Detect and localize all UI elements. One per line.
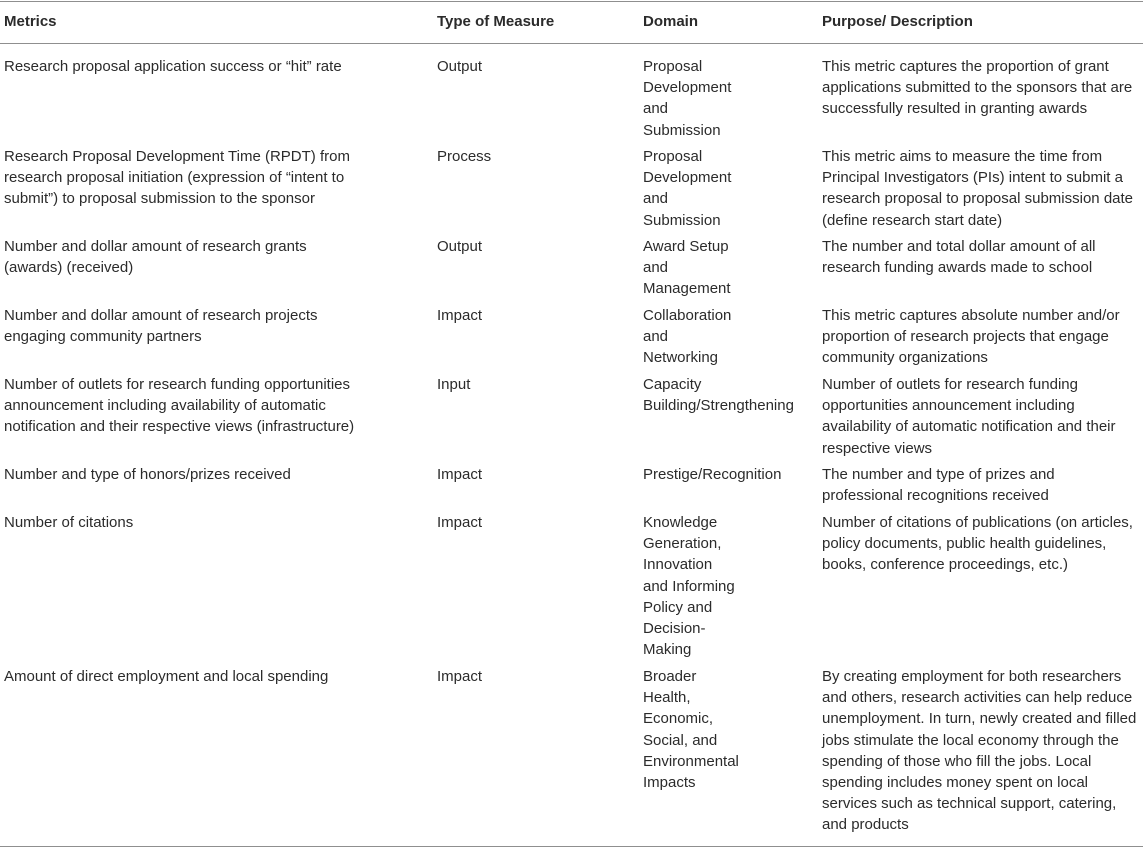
row-8-metric: Amount of direct employment and local spending bbox=[4, 668, 329, 685]
row-8-purpose: By creating employment for both researchers and others, research activities can help reduce unemployment. In turn, newly created and filled jobs stimulate the local economy through the spending of those who fill the jobs. Local spending includes money spent on local services such as technical support, catering, and products bbox=[822, 668, 1137, 834]
row-7-domain: Knowledge Generation, Innovation and Informing Policy and Decision- Making bbox=[643, 514, 735, 659]
row-4-type: Impact bbox=[437, 307, 483, 324]
header-rule bbox=[0, 43, 1143, 44]
row-6-metric: Number and type of honors/prizes received bbox=[4, 466, 291, 483]
row-2-metric: Research Proposal Development Time (RPDT) from research proposal initiation (expression of “intent to submit”) to proposal submission to the sponsor bbox=[4, 148, 350, 208]
row-1-domain: Proposal Development and Submission bbox=[643, 58, 732, 139]
row-5-metric: Number of outlets for research funding opportunities announcement including availability of automatic notification and their respective views (infrastructure) bbox=[4, 376, 355, 436]
row-6-type: Impact bbox=[437, 466, 483, 483]
row-2-domain: Proposal Development and Submission bbox=[643, 148, 732, 229]
row-2-type: Process bbox=[437, 148, 492, 165]
row-3-type: Output bbox=[437, 238, 483, 255]
row-3-metric: Number and dollar amount of research grants (awards) (received) bbox=[4, 238, 307, 277]
header-purpose-description: Purpose/ Description bbox=[822, 13, 973, 30]
row-8-type: Impact bbox=[437, 668, 483, 685]
row-4-domain: Collaboration and Networking bbox=[643, 307, 732, 367]
row-6-purpose: The number and type of prizes and professional recognitions received bbox=[822, 466, 1055, 505]
row-7-type: Impact bbox=[437, 514, 483, 531]
row-3-purpose: The number and total dollar amount of all research funding awards made to school bbox=[822, 238, 1096, 277]
header-type-of-measure: Type of Measure bbox=[437, 13, 555, 30]
row-5-purpose: Number of outlets for research funding opportunities announcement including availability of automatic notification and their respective views bbox=[822, 376, 1116, 457]
row-2-purpose: This metric aims to measure the time from Principal Investigators (PIs) intent to submit a research proposal to proposal submission date (define research start date) bbox=[822, 148, 1134, 229]
row-4-purpose: This metric captures absolute number and/or proportion of research projects that engage community organizations bbox=[822, 307, 1120, 367]
header-metrics: Metrics bbox=[4, 13, 57, 30]
header-domain: Domain bbox=[643, 13, 699, 30]
row-4-metric: Number and dollar amount of research projects engaging community partners bbox=[4, 307, 318, 346]
row-1-purpose: This metric captures the proportion of grant applications submitted to the sponsors that are successfully resulted in granting awards bbox=[822, 58, 1133, 118]
row-3-domain: Award Setup and Management bbox=[643, 238, 731, 298]
row-8-domain: Broader Health, Economic, Social, and Environmental Impacts bbox=[643, 668, 739, 792]
row-5-type: Input bbox=[437, 376, 471, 393]
table-top-rule bbox=[0, 1, 1143, 2]
row-1-metric: Research proposal application success or “hit” rate bbox=[4, 58, 342, 75]
row-7-metric: Number of citations bbox=[4, 514, 134, 531]
row-5-domain: Capacity Building/Strengthening bbox=[643, 376, 794, 415]
row-6-domain: Prestige/Recognition bbox=[643, 466, 782, 483]
row-7-purpose: Number of citations of publications (on articles, policy documents, public health guidelines, books, conference proceedings, etc.) bbox=[822, 514, 1133, 574]
table-bottom-rule bbox=[0, 846, 1143, 847]
row-1-type: Output bbox=[437, 58, 483, 75]
